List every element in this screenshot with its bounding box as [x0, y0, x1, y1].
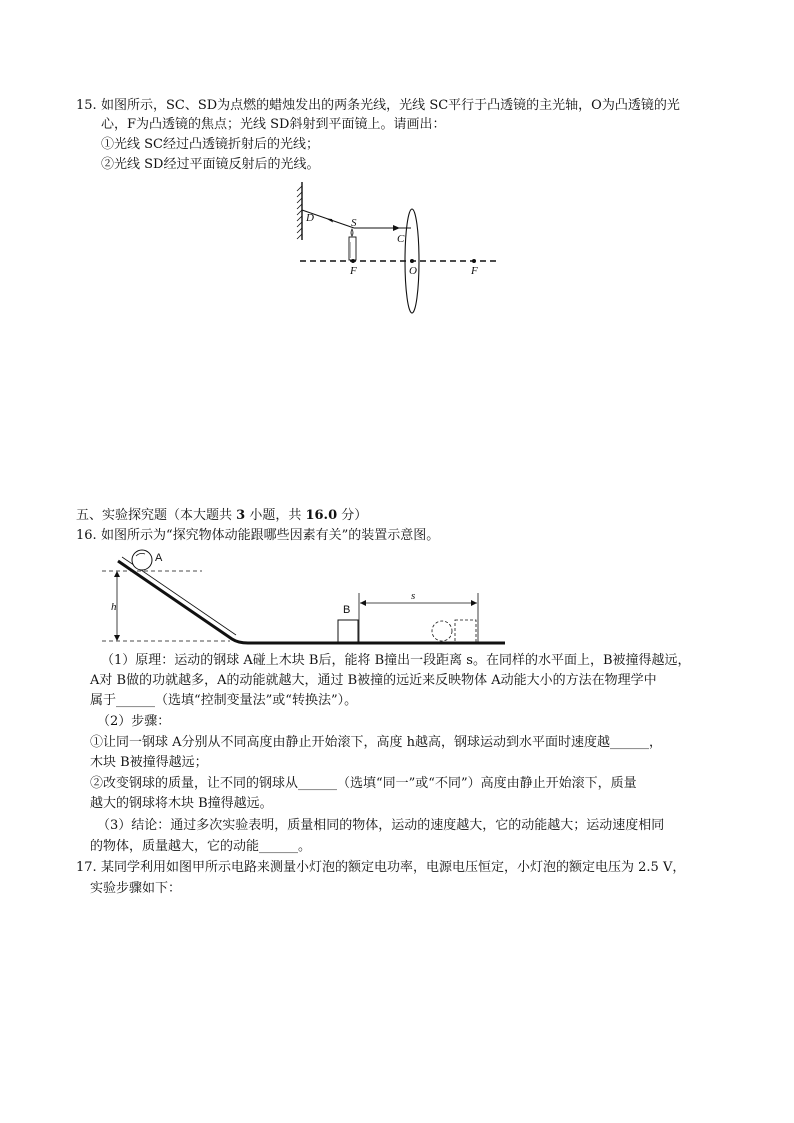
section5-heading-pre: 五、实验探究题（本大题共	[76, 508, 237, 523]
block-final-position	[455, 620, 476, 642]
focal-point-right	[472, 259, 476, 263]
q16-p3: 属于______（选填“控制变量法”或“转换法”）。	[90, 693, 358, 708]
q16-p1: （1）原理：运动的钢球 A碰上木块 B后，能将 B撞出一段距离 s。在同样的水平面上，B被撞得越远，	[101, 653, 691, 668]
label-d: D	[306, 212, 314, 224]
label-s: S	[351, 217, 357, 229]
q17-text-line2: 实验步骤如下：	[90, 881, 182, 896]
q15-number: 15.	[76, 98, 97, 113]
q15-text-line2: 心，F为凸透镜的焦点；光线 SD斜射到平面镜上。请画出：	[101, 117, 446, 132]
q16-p6: 木块 B被撞得越远；	[90, 755, 208, 770]
q16-ramp-figure	[100, 545, 510, 650]
label-a: A	[155, 552, 163, 564]
ray-sc-arrow	[393, 225, 400, 231]
ramp	[118, 561, 505, 643]
q15-text-line4: ②光线 SD经过平面镜反射后的光线。	[101, 157, 320, 172]
q15-optics-figure	[290, 180, 510, 320]
label-f-right: F	[471, 265, 478, 277]
optical-center	[410, 259, 414, 263]
q16-p10: 的物体，质量越大，它的动能______。	[90, 839, 312, 854]
label-h: h	[111, 601, 117, 613]
wood-block-b	[338, 620, 358, 642]
q15-text-line1: 如图所示，SC、SD为点燃的蜡烛发出的两条光线，光线 SC平行于凸透镜的主光轴，O为凸透镜的光	[101, 98, 680, 113]
section5-heading	[76, 507, 367, 525]
q17-text-line1: 某同学利用如图甲所示电路来测量小灯泡的额定电功率，电源电压恒定，小灯泡的额定电压为 2.5 V，	[101, 860, 686, 875]
q15-text-line3: ①光线 SC经过凸透镜折射后的光线；	[101, 137, 319, 152]
q16-number: 16.	[76, 528, 97, 543]
section5-heading-post: 分）	[337, 508, 368, 523]
q16-p5: ①让同一钢球 A分别从不同高度由静止开始滚下，高度 h越高，钢球运动到水平面时速度越______，	[90, 735, 663, 750]
q17-number: 17.	[76, 860, 97, 875]
label-f-left: F	[350, 265, 357, 277]
section5-heading-mid: 小题，共	[245, 508, 306, 523]
focal-point-left	[351, 259, 355, 263]
q16-p9: （3）结论：通过多次实验表明，质量相同的物体，运动的速度越大，它的动能越大；运动速度相同	[97, 818, 665, 833]
ball-final-position	[432, 621, 452, 641]
candle-icon	[349, 229, 356, 260]
section5-score: 16.0	[305, 508, 338, 523]
q16-text-line1: 如图所示为“探究物体动能跟哪些因素有关”的装置示意图。	[101, 528, 440, 543]
label-o: O	[409, 265, 417, 277]
q16-p8: 越大的钢球将木块 B撞得越远。	[90, 796, 273, 811]
q16-p4: （2）步骤：	[97, 714, 171, 729]
label-s-distance: s	[411, 590, 416, 602]
q16-p7: ②改变钢球的质量，让不同的钢球从______（选填“同一”或“不同”）高度由静止开始滚下，质量	[90, 776, 637, 791]
label-c: C	[397, 233, 405, 245]
section5-count: 3	[236, 508, 246, 523]
label-b: B	[343, 604, 351, 616]
q16-p2: A对 B做的功就越多，A的动能就越大，通过 B被撞的远近来反映物体 A动能大小的方法在物理学中	[90, 673, 657, 688]
mirror-hatching	[297, 186, 302, 239]
